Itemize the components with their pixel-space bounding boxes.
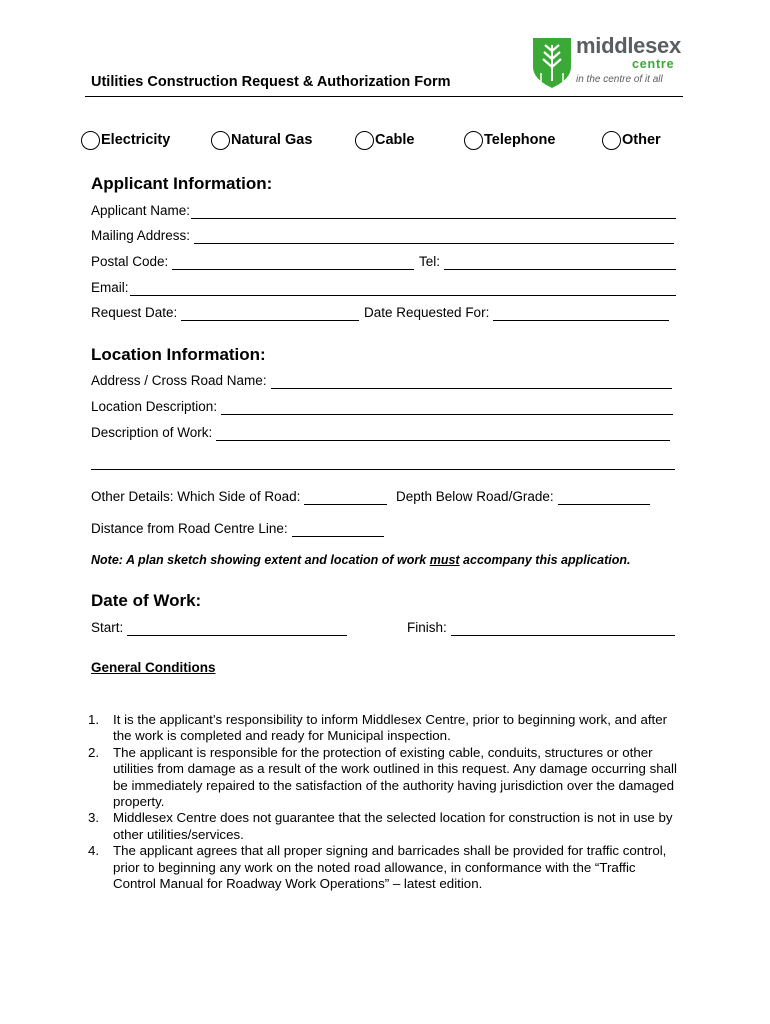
logo-wordmark: middlesex <box>576 33 681 58</box>
utility-label: Other <box>622 132 661 148</box>
location-description-line[interactable] <box>221 402 673 415</box>
mailing-address-line[interactable] <box>194 231 674 244</box>
email-label: Email: <box>91 280 129 295</box>
general-conditions-heading: General Conditions <box>91 660 216 675</box>
start-date-label: Start: <box>91 620 124 635</box>
wheat-emblem-icon <box>532 37 572 89</box>
work-description-label: Description of Work: <box>91 425 213 440</box>
start-date-field[interactable] <box>91 620 347 636</box>
utility-option-electricity[interactable] <box>81 129 170 151</box>
postal-code-label: Postal Code: <box>91 254 169 269</box>
condition-text: The applicant agrees that all proper signing and barricades shall be provided for traffic control, prior to beginning any work on the noted road allowance, in conformance with the “Traffic Control Manual for Roadway Work Operations” – latest edition. <box>113 843 667 892</box>
radio-telephone[interactable] <box>464 131 483 150</box>
applicant-name-label: Applicant Name: <box>91 203 191 218</box>
radio-electricity[interactable] <box>81 131 100 150</box>
email-line[interactable] <box>130 283 676 296</box>
tel-line[interactable] <box>444 257 676 270</box>
radio-other[interactable] <box>602 131 621 150</box>
condition-number: 3. <box>88 810 100 826</box>
radio-natural-gas[interactable] <box>211 131 230 150</box>
applicant-name-field[interactable] <box>91 203 676 219</box>
mailing-address-field[interactable] <box>91 228 674 244</box>
distance-centre-line-label: Distance from Road Centre Line: <box>91 521 288 536</box>
date-of-work-heading: Date of Work: <box>91 591 202 610</box>
finish-date-field[interactable] <box>407 620 675 636</box>
note-emphasis: must <box>429 553 460 567</box>
logo-tagline: in the centre of it all <box>576 74 663 85</box>
distance-centre-line-field[interactable] <box>91 521 384 537</box>
condition-number: 2. <box>88 744 100 760</box>
middlesex-centre-logo <box>532 34 682 92</box>
condition-item <box>88 843 680 892</box>
plan-sketch-note <box>91 553 630 567</box>
date-requested-line[interactable] <box>493 308 669 321</box>
request-date-line[interactable] <box>181 308 359 321</box>
condition-item <box>88 712 680 745</box>
side-of-road-line[interactable] <box>304 492 387 505</box>
start-date-line[interactable] <box>127 623 347 636</box>
date-requested-field[interactable] <box>364 305 669 321</box>
request-date-field[interactable] <box>91 305 359 321</box>
title-divider <box>85 96 683 97</box>
depth-below-road-line[interactable] <box>558 492 650 505</box>
postal-code-line[interactable] <box>172 257 414 270</box>
radio-cable[interactable] <box>355 131 374 150</box>
utility-label: Telephone <box>484 132 556 148</box>
address-cross-road-label: Address / Cross Road Name: <box>91 373 267 388</box>
condition-text: It is the applicant’s responsibility to inform Middlesex Centre, prior to beginning work, and after the work is completed and ready for Municipal inspection. <box>113 712 668 744</box>
form-title: Utilities Construction Request & Authorization Form <box>91 74 451 90</box>
utility-option-telephone[interactable] <box>464 129 555 151</box>
condition-text: The applicant is responsible for the protection of existing cable, conduits, structures or other utilities from damage as a result of the work outlined in this request. Any damage occurring shall be immediately repaired to the satisfaction of the authority having jurisdiction over the damaged property. <box>113 744 677 810</box>
applicant-heading: Applicant Information: <box>91 174 273 193</box>
depth-below-road-label: Depth Below Road/Grade: <box>396 489 554 504</box>
work-description-field[interactable] <box>91 425 670 441</box>
tel-field[interactable] <box>419 254 676 270</box>
condition-text: Middlesex Centre does not guarantee that the selected location for construction is not in use by other utilities/services. <box>113 810 673 842</box>
request-date-label: Request Date: <box>91 305 178 320</box>
mailing-address-label: Mailing Address: <box>91 228 191 243</box>
utility-option-natural-gas[interactable] <box>211 129 312 151</box>
utility-label: Cable <box>375 132 415 148</box>
side-of-road-label: Other Details: Which Side of Road: <box>91 489 301 504</box>
finish-date-line[interactable] <box>451 623 675 636</box>
applicant-name-line[interactable] <box>191 206 676 219</box>
work-description-line-2[interactable] <box>91 469 675 470</box>
condition-item <box>88 810 680 843</box>
address-cross-road-field[interactable] <box>91 373 672 389</box>
general-conditions-list <box>88 712 680 892</box>
logo-subtitle: centre <box>632 57 675 71</box>
condition-number: 1. <box>88 712 100 727</box>
utility-option-other[interactable] <box>602 129 661 151</box>
side-of-road-field[interactable] <box>91 489 387 505</box>
address-cross-road-line[interactable] <box>271 376 672 389</box>
condition-item <box>88 745 680 811</box>
postal-code-field[interactable] <box>91 254 414 270</box>
utility-option-cable[interactable] <box>355 129 415 151</box>
location-description-label: Location Description: <box>91 399 218 414</box>
depth-below-road-field[interactable] <box>396 489 650 505</box>
location-description-field[interactable] <box>91 399 673 415</box>
date-requested-label: Date Requested For: <box>364 305 490 320</box>
work-description-line[interactable] <box>216 428 670 441</box>
distance-centre-line-line[interactable] <box>292 524 384 537</box>
location-heading: Location Information: <box>91 345 266 364</box>
condition-number: 4. <box>88 843 100 859</box>
finish-date-label: Finish: <box>407 620 447 635</box>
utility-label: Natural Gas <box>231 132 313 148</box>
email-field[interactable] <box>91 280 676 296</box>
tel-label: Tel: <box>419 254 441 269</box>
note-text-start: Note: A plan sketch showing extent and location of work <box>91 553 430 567</box>
utility-label: Electricity <box>101 132 171 148</box>
note-text-end: accompany this application. <box>459 553 631 567</box>
